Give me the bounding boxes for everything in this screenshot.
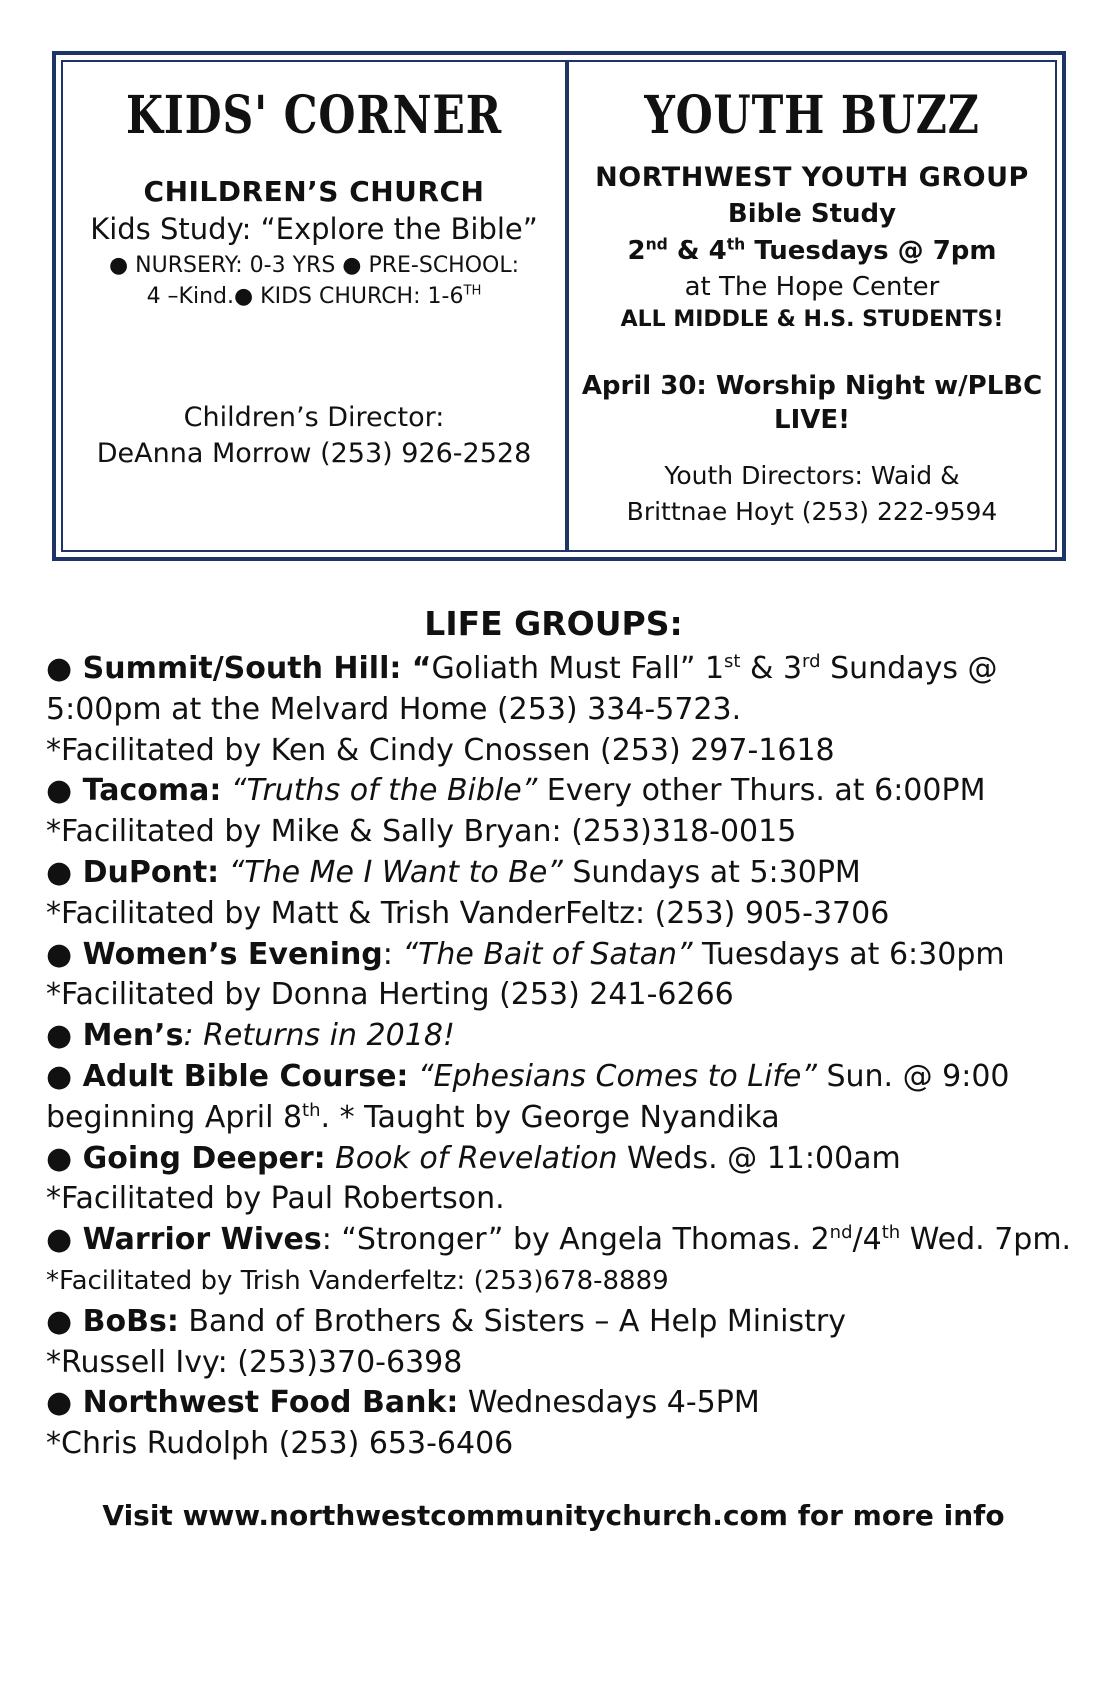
ministries-inner-border bbox=[61, 60, 1057, 552]
youth-directors-line-2: Brittnae Hoyt (253) 222-9594 bbox=[626, 497, 998, 526]
group-going-deeper: ● Going Deeper: Book of Revelation Weds. @ 11:00am bbox=[46, 1140, 901, 1176]
childrens-director-label: Children’s Director: bbox=[183, 402, 445, 433]
youth-bible-study: Bible Study bbox=[727, 199, 897, 229]
group-warrior-wives-facilitator: *Facilitated by Trish Vanderfeltz: (253)678-8889 bbox=[46, 1265, 669, 1296]
youth-event-line-2: LIVE! bbox=[774, 405, 850, 435]
group-summit-facilitator: *Facilitated by Ken & Cindy Cnossen (253) 297-1618 bbox=[46, 732, 835, 768]
youth-meeting-days: 2nd & 4th Tuesdays @ 7pm bbox=[627, 235, 997, 266]
youth-audience: ALL MIDDLE & H.S. STUDENTS! bbox=[620, 307, 1004, 332]
life-groups-title: LIFE GROUPS: bbox=[424, 604, 683, 643]
group-womens-facilitator: *Facilitated by Donna Herting (253) 241-6266 bbox=[46, 977, 734, 1013]
youth-group-name: NORTHWEST YOUTH GROUP bbox=[595, 162, 1029, 193]
group-mens: ● Men’s: Returns in 2018! bbox=[46, 1018, 455, 1054]
group-warrior-wives: ● Warrior Wives: “Stronger” by Angela Thomas. 2nd/4th Wed. 7pm. bbox=[46, 1222, 1072, 1258]
group-summit-location: 5:00pm at the Melvard Home (253) 334-5723. bbox=[46, 691, 742, 727]
website-footer: Visit www.northwestcommunitychurch.com for more info bbox=[102, 1499, 1005, 1532]
youth-event-line-1: April 30: Worship Night w/PLBC bbox=[581, 371, 1043, 401]
group-dupont-facilitator: *Facilitated by Matt & Trish VanderFeltz: (253) 905-3706 bbox=[46, 895, 890, 931]
group-adult-bible-course-details: beginning April 8th. * Taught by George Nyandika bbox=[46, 1099, 780, 1135]
age-groups-line-2: 4 –Kind.● KIDS CHURCH: 1-6TH bbox=[146, 283, 482, 309]
kids-corner-panel bbox=[63, 62, 569, 550]
group-tacoma: ● Tacoma: “Truths of the Bible” Every other Thurs. at 6:00PM bbox=[46, 773, 986, 809]
youth-buzz-panel bbox=[569, 62, 1055, 550]
group-bobs-contact: *Russell Ivy: (253)370-6398 bbox=[46, 1344, 463, 1380]
group-food-bank-contact: *Chris Rudolph (253) 653-6406 bbox=[46, 1426, 514, 1462]
youth-directors-line-1: Youth Directors: Waid & bbox=[664, 461, 960, 490]
kids-study-line: Kids Study: “Explore the Bible” bbox=[90, 212, 538, 246]
ministries-box bbox=[52, 51, 1066, 561]
group-bobs: ● BoBs: Band of Brothers & Sisters – A Help Ministry bbox=[46, 1303, 846, 1339]
childrens-church-heading: CHILDREN’S CHURCH bbox=[143, 175, 485, 208]
group-tacoma-facilitator: *Facilitated by Mike & Sally Bryan: (253)318-0015 bbox=[46, 814, 797, 850]
group-adult-bible-course: ● Adult Bible Course: “Ephesians Comes to Life” Sun. @ 9:00 bbox=[46, 1058, 1010, 1094]
youth-buzz-title: YOUTH BUZZ bbox=[644, 85, 980, 146]
life-groups-list bbox=[46, 649, 1076, 1465]
group-going-deeper-facilitator: *Facilitated by Paul Robertson. bbox=[46, 1181, 505, 1217]
kids-corner-title: KIDS' CORNER bbox=[126, 85, 502, 146]
group-food-bank: ● Northwest Food Bank: Wednesdays 4-5PM bbox=[46, 1385, 760, 1421]
group-womens-evening: ● Women’s Evening: “The Bait of Satan” Tuesdays at 6:30pm bbox=[46, 936, 1005, 972]
youth-location: at The Hope Center bbox=[684, 272, 940, 302]
childrens-director-contact: DeAnna Morrow (253) 926-2528 bbox=[96, 438, 532, 469]
age-groups-line-1: ● NURSERY: 0-3 YRS ● PRE-SCHOOL: bbox=[108, 253, 520, 278]
group-dupont: ● DuPont: “The Me I Want to Be” Sundays at 5:30PM bbox=[46, 854, 861, 890]
group-summit: ● Summit/South Hill: “Goliath Must Fall” 1st & 3rd Sundays @ bbox=[46, 651, 998, 686]
